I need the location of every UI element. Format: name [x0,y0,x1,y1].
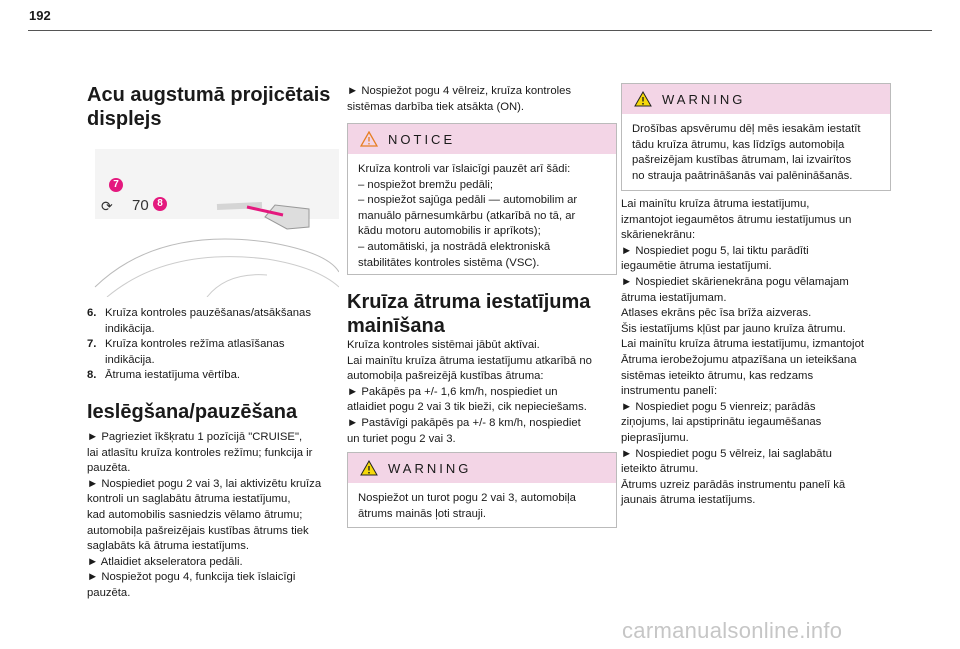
text-line: un turiet pogu 2 vai 3. [347,432,456,445]
page-title-line2: displejs [87,108,162,130]
hud-illustration [87,147,339,297]
text-line: stabilitātes kontroles sistēma (VSC). [358,256,540,269]
warning-label: WARNING [388,461,472,476]
legend-list [87,306,347,384]
notice-label: NOTICE [388,132,456,147]
notice-header [348,124,616,154]
on-off-text [87,430,347,602]
text-line: ► Pakāpēs pa +/- 1,6 km/h, nospiediet un [347,385,558,398]
text-line: – nospiežot sajūga pedāli — automobilim ar [358,194,578,207]
text-line: ► Nospiediet pogu 5 vienreiz; parādās [621,400,816,413]
warning-label: WARNING [662,92,746,107]
text-line: ātruma iestatījumam. [621,291,727,304]
page-title-line1: Acu augstumā projicētais [87,84,331,106]
speed-value: 70 [132,197,149,214]
text-line: ► Pagrieziet īkšķratu 1 pozīcijā "CRUISE", [87,431,303,443]
text-line: Nospiežot un turot pogu 2 vai 3, automobiļa [358,492,576,504]
text-line: instrumentu panelī: [621,385,718,398]
watermark[interactable]: carmanualsonline.info [622,618,843,643]
section-title-on-off: Ieslēgšana/pauzēšana [87,401,298,423]
text-line: Kruīza kontroles sistēmai jābūt aktīvai. [347,339,540,351]
text-line: kontroli un saglabātu ātruma iestatījumu, [87,493,291,506]
warning-box-col3 [621,83,891,191]
warning-header [622,84,890,114]
text-line: Lai mainītu kruīza ātruma iestatījumu, izmantojot [621,338,864,351]
text-line: manuālo pārnesumkārbu (atkarībā no tā, ar [358,209,576,222]
section-title-line1: Kruīza ātruma iestatījuma [347,291,591,313]
notice-triangle-icon [360,131,378,147]
notice-box [347,123,617,275]
text-line: sistēmas ieteikto ātrumu, kas redzams [621,369,814,382]
text-line: Kruīza kontroli var īslaicīgi pauzēt arī šādi: [358,163,571,175]
text-line: pašreizējam kustības ātrumam, lai izvairītos [632,154,852,167]
text-line: izmantojot iegaumētos ātrumu iestatījumus un [621,213,852,226]
text-line: Ātrums uzreiz parādās instrumentu panelī kā [621,478,846,491]
text-line: Lai mainītu kruīza ātruma iestatījumu, [621,198,810,210]
text-line: ziņojums, lai apstiprinātu iegaumēšanas [621,416,822,429]
text-line: lai atlasītu kruīza kontroles režīmu; funkcija ir [87,446,313,459]
text-line: ► Nospiediet skārienekrāna pogu vēlamajam [621,275,849,288]
text-line: Šis iestatījums kļūst par jauno kruīza ātrumu. [621,322,846,335]
text-line: ieteikto ātrumu. [621,463,699,476]
warning-body [622,114,890,192]
text-line: atlaidiet pogu 2 vai 3 tik bieži, cik nepieciešams. [347,401,587,414]
text-line: ātrums mainās ļoti strauji. [358,507,487,520]
warning-triangle-icon [360,460,378,476]
callout-7: 7 [109,178,123,192]
notice-body [348,154,616,279]
cruise-mode-icon: ⟳ [101,198,113,214]
text-line: ► Nospiediet pogu 2 vai 3, lai aktivizētu kruīza [87,477,322,490]
text-line: – automātiski, ja nostrādā elektroniskā [358,240,551,253]
section-title-line2: mainīšana [347,315,445,337]
section-title-speed-change [347,290,617,338]
text-line: ► Nospiediet pogu 5 vēlreiz, lai saglabātu [621,447,832,460]
text-line: saglabāts kā ātruma iestatījums. [87,540,249,553]
text-line: tādu kruīza ātrumu, kas līdzīgs automobiļa [632,138,845,151]
intro-text [347,84,617,115]
text-line: ► Nospiežot pogu 4, funkcija tiek īslaicīgi [87,571,296,584]
legend-item-8: 8. Ātruma iestatījuma vērtība. [87,369,240,382]
text-line: kad automobilis sasniedzis vēlamo ātrumu; [87,508,303,521]
text-line: iegaumētie ātruma iestatījumi. [621,260,772,273]
text-line: ► Pastāvīgi pakāpēs pa +/- 8 km/h, nospiediet [347,416,581,429]
preset-speed-text [621,197,891,509]
text-line: – nospiežot bremžu pedāli; [358,178,494,191]
warning-header [348,453,616,483]
text-line: jaunais ātruma iestatījums. [621,494,756,507]
text-line: automobiļa pašreizējais kustības ātrums tiek [87,524,309,537]
speed-change-text [347,338,617,447]
text-line: pauzēta. [87,586,131,599]
text-line: Drošības apsvērumu dēļ mēs iesakām iestatīt [632,123,861,135]
hud-figure [87,147,339,297]
text-line: sistēmas darbība tiek atsākta (ON). [347,100,525,113]
page-number: 192 [29,8,51,23]
warning-triangle-icon [634,91,652,107]
text-line: ► Nospiediet pogu 5, lai tiktu parādīti [621,244,809,257]
text-line: skārienekrānu: [621,229,696,242]
callout-8: 8 [153,197,167,211]
text-line: pieprasījumu. [621,431,689,444]
page-title [87,83,347,131]
text-line: Ātruma ierobežojumu atpazīšana un ieteikšana [621,353,857,366]
text-line: kādu motoru automobilis ir aprīkots); [358,225,541,238]
warning-box-col2 [347,452,617,528]
text-line: ► Atlaidiet akseleratora pedāli. [87,555,243,568]
legend-item-6: 6. Kruīza kontroles pauzēšanas/atsākšanas indikācija. [87,307,311,335]
header-rule [28,30,932,31]
text-line: ► Nospiežot pogu 4 vēlreiz, kruīza kontroles [347,85,572,97]
text-line: Lai mainītu kruīza ātruma iestatījumu atkarībā no [347,354,592,367]
legend-item-7: 7. Kruīza kontroles režīma atlasīšanas indikācija. [87,338,285,366]
text-line: pauzēta. [87,462,131,475]
text-line: automobiļa pašreizējā kustības ātruma: [347,370,544,383]
text-line: Atlases ekrāns pēc īsa brīža aizveras. [621,307,812,320]
text-line: no strauja paātrināšanās vai palēnināšanās. [632,169,853,182]
warning-body [348,483,616,530]
